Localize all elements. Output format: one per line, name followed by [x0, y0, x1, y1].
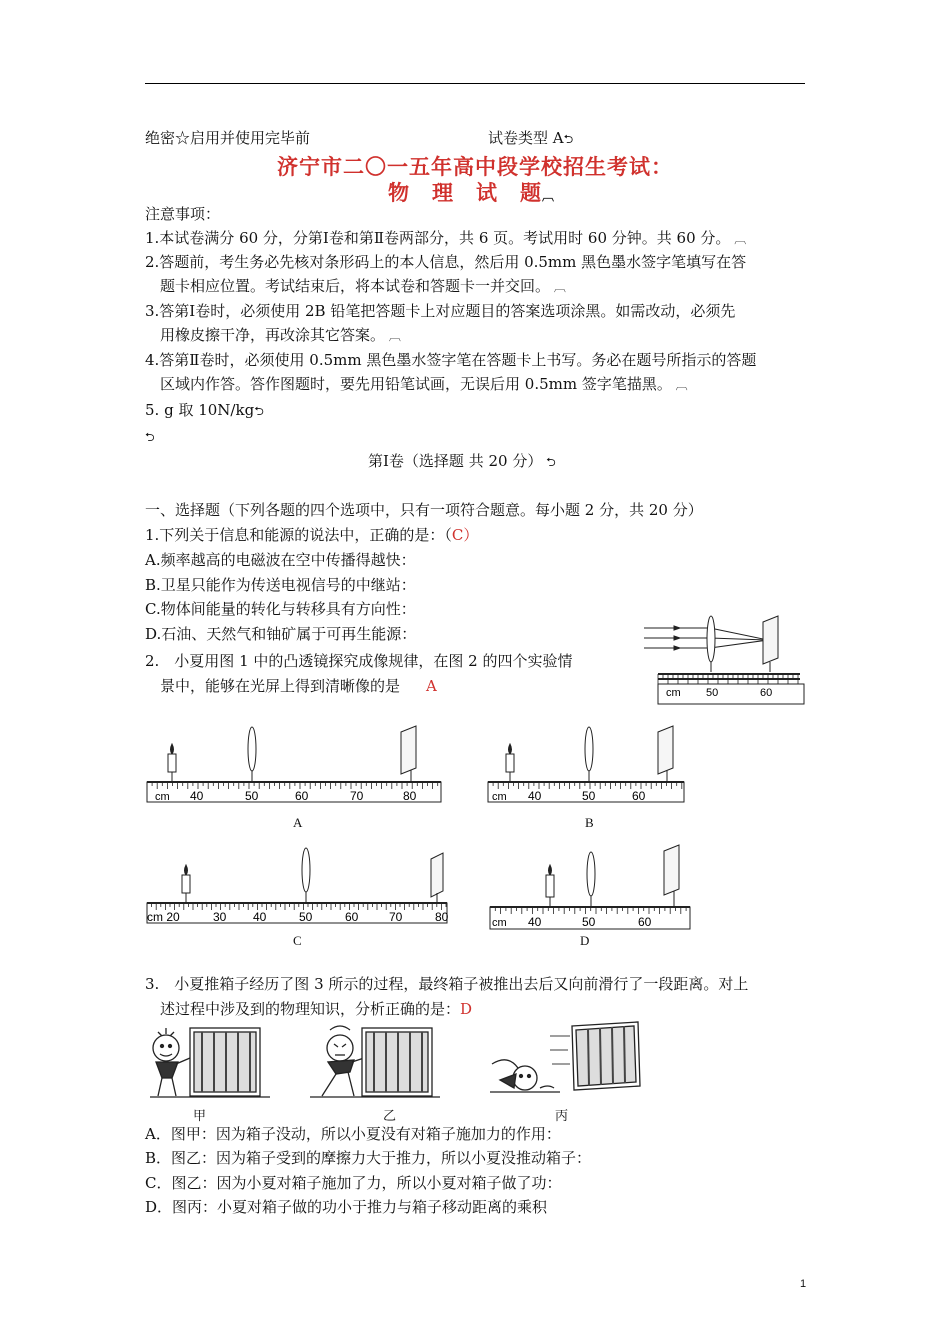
confidential-label: 绝密☆启用并使用完毕前 [145, 129, 311, 147]
notes-heading: 注意事项： [145, 205, 221, 223]
paragraph-mark-icon: ︹ [385, 329, 401, 343]
q3-option-d: D．图丙：小夏对箱子做的功小于推力与箱子移动距离的乘积 [145, 1198, 548, 1216]
q1-option-a: A.频率越高的电磁波在空中传播得越快： [145, 551, 416, 569]
header-rule [145, 83, 805, 84]
note-item-3-cont [145, 325, 401, 346]
fig1-tick-label-50: 50 [706, 687, 719, 699]
page-number: 1 [800, 1278, 807, 1290]
section-title-text: 第Ⅰ卷（选择题 共 20 分） [368, 452, 543, 470]
figA-tick-80: 80 [403, 789, 417, 803]
q2-answer: A [426, 677, 437, 695]
figC-tick-40: 40 [253, 910, 267, 924]
q2-line1: 2. 小夏用图 1 中的凸透镜探究成像规律，在图 2 的四个实验情 [145, 652, 573, 670]
section-title [368, 451, 556, 472]
fig1-tick-label-60: 60 [760, 687, 773, 699]
note-item-2: 2.答题前，考生务必先核对条形码上的本人信息，然后用 0.5mm 黑色墨水签字笔填写在答 [145, 253, 747, 271]
figB-caption: B [585, 815, 594, 830]
q3-option-b: B．图乙：因为箱子受到的摩擦力大于推力，所以小夏没推动箱子： [145, 1149, 592, 1167]
figA-caption: A [293, 815, 303, 830]
note-item-4: 4.答第Ⅱ卷时，必须使用 0.5mm 黑色墨水签字笔在答题卡上书写。务必在题号所指示的答题 [145, 351, 757, 369]
section-intro: 一、选择题（下列各题的四个选项中，只有一项符合题意。每小题 2 分，共 20 分） [145, 501, 703, 519]
subject-title [388, 177, 555, 207]
figB-tick-40: 40 [528, 789, 542, 803]
return-mark-icon: ⮌ [563, 132, 574, 146]
figD-caption: D [580, 933, 590, 948]
note-text-2b: 题卡相应位置。考试结束后，将本试卷和答题卡一并交回。 [145, 277, 551, 295]
q3-answer: D [460, 1000, 473, 1018]
subject-title-text: 物 理 试 题 [388, 180, 542, 205]
q1-option-b: B.卫星只能作为传送电视信号的中继站： [145, 576, 416, 594]
figA-tick-60: 60 [295, 789, 309, 803]
paragraph-mark-icon: ︹ [730, 232, 747, 246]
figB-tick-60: 60 [632, 789, 646, 803]
figC-tick-60: 60 [345, 910, 359, 924]
figA-tick-40: 40 [190, 789, 204, 803]
note-text-1: 1.本试卷满分 60 分，分第Ⅰ卷和第Ⅱ卷两部分，共 6 页。考试用时 60 分钟。共 60 分。 [145, 229, 731, 247]
note-item-1 [145, 228, 746, 249]
figD-tick-40: 40 [528, 915, 542, 929]
figC-caption: C [293, 933, 302, 948]
figure-3-push-box [140, 1018, 650, 1102]
q1-answer: C [451, 526, 464, 544]
figD-tick-60: 60 [638, 915, 652, 929]
note-text-3b: 用橡皮擦干净，再改涂其它答案。 [145, 326, 386, 344]
figure-2a-setup [145, 722, 445, 806]
fig1-unit-label: cm [666, 687, 681, 699]
q2-line2 [145, 676, 437, 696]
figC-tick-70: 70 [389, 910, 403, 924]
figC-unit-label: cm 20 [147, 910, 180, 924]
exam-title: 济宁市二〇一五年高中段学校招生考试： [277, 154, 673, 179]
figD-unit-label: cm [492, 917, 507, 929]
figure-2d-setup [488, 843, 693, 933]
q1-stem-text: 1.下列关于信息和能源的说法中，正确的是：（ [145, 526, 452, 544]
figure-2b-setup [486, 722, 686, 806]
q1-option-d: D.石油、天然气和铀矿属于可再生能源： [145, 625, 417, 643]
figure-1-lens-setup [640, 612, 810, 708]
q3-line1: 3. 小夏推箱子经历了图 3 所示的过程，最终箱子被推出去后又向前滑行了一段距离。对上 [145, 975, 749, 993]
figC-tick-50: 50 [299, 910, 313, 924]
note-item-4-cont [145, 374, 688, 395]
figC-tick-30: 30 [213, 910, 227, 924]
figA-tick-70: 70 [350, 789, 364, 803]
q3-option-c: C．图乙：因为小夏对箱子施加了力，所以小夏对箱子做了功： [145, 1174, 562, 1192]
q1-stem-end: ） [463, 526, 479, 544]
q1-option-c: C.物体间能量的转化与转移具有方向性： [145, 600, 416, 618]
note-text-4b: 区域内作答。答作图题时，要先用铅笔试画，无误后用 0.5mm 签字笔描黑。 [145, 375, 672, 393]
note-item-5 [145, 400, 264, 421]
fig3-caption-jia: 甲 [193, 1108, 207, 1123]
q2-line2-text: 景中，能够在光屏上得到清晰像的是 [145, 677, 401, 695]
q3-option-a: A．图甲：因为箱子没动，所以小夏没有对箱子施加力的作用： [145, 1125, 561, 1143]
q1-stem [145, 525, 478, 545]
paper-type-text: 试卷类型 A [488, 129, 564, 147]
figB-unit-label: cm [492, 791, 507, 803]
return-mark-icon: ⮌ [145, 430, 155, 444]
figB-tick-50: 50 [582, 789, 596, 803]
figC-tick-80: 80 [435, 910, 449, 924]
fig3-caption-bing: 丙 [555, 1108, 569, 1123]
return-mark-icon: ⮌ [542, 455, 556, 469]
note-text-5: 5. g 取 10N/kg [145, 401, 255, 419]
q3-line2-text: 述过程中涉及到的物理知识，分析正确的是： [145, 1000, 461, 1018]
paragraph-mark-icon: ︹ [542, 189, 556, 203]
return-mark-icon: ⮌ [254, 404, 264, 418]
figD-tick-50: 50 [582, 915, 596, 929]
paper-type-label [488, 128, 573, 149]
note-item-2-cont [145, 276, 566, 297]
figA-unit-label: cm [155, 791, 170, 803]
figure-2c-setup [145, 843, 450, 927]
figA-tick-50: 50 [245, 789, 259, 803]
q3-line2 [145, 999, 472, 1019]
fig3-caption-yi: 乙 [383, 1108, 397, 1123]
paragraph-mark-icon: ︹ [671, 378, 688, 392]
note-item-3: 3.答第Ⅰ卷时，必须使用 2B 铅笔把答题卡上对应题目的答案选项涂黑。如需改动，必须先 [145, 302, 736, 320]
paragraph-mark-icon: ︹ [550, 280, 566, 294]
